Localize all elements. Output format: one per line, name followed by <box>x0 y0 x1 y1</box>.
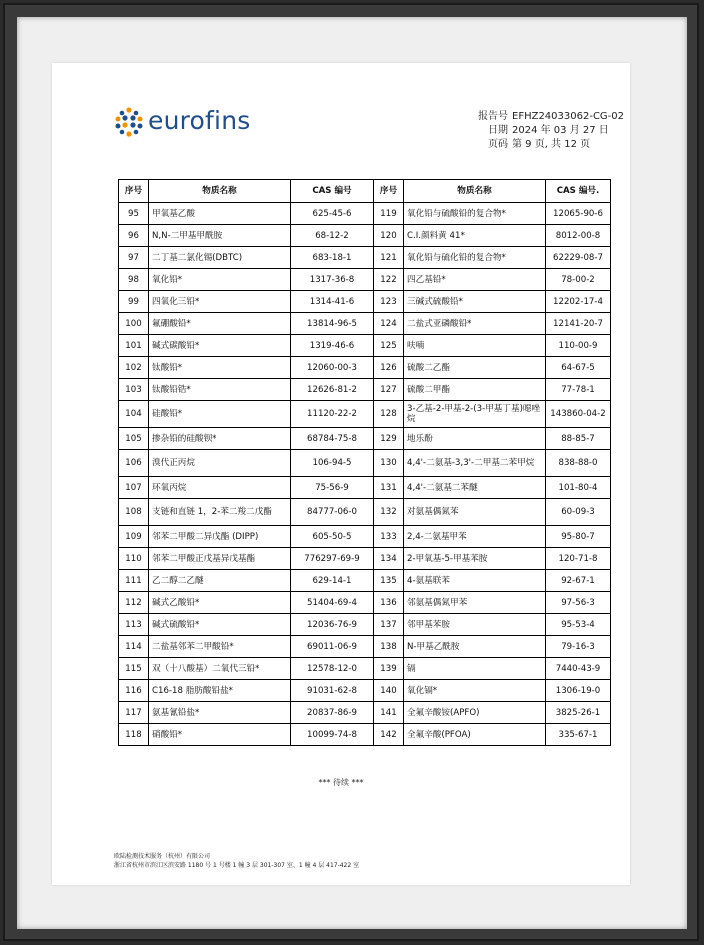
substance-name: 钛酸铅* <box>149 357 291 379</box>
cas-number: 92-67-1 <box>546 570 611 592</box>
table-row <box>119 269 611 291</box>
col-header-no-right: 序号 <box>374 180 404 203</box>
cas-number: 12036-76-9 <box>291 614 374 636</box>
substance-name: 氧化镉* <box>404 680 546 702</box>
substance-name: C16-18 脂肪酸铅盐* <box>149 680 291 702</box>
table-row <box>119 614 611 636</box>
report-header-info <box>468 110 624 152</box>
table-row <box>119 526 611 548</box>
page-number-value: 第 9 页, 共 12 页 <box>512 139 591 150</box>
cas-number: 11120-22-2 <box>291 401 374 428</box>
frame-mat <box>17 17 687 929</box>
cas-number: 60-09-3 <box>546 499 611 526</box>
substance-name: 掺杂铅的硅酸钡* <box>149 428 291 450</box>
row-number: 108 <box>119 499 149 526</box>
row-number: 128 <box>374 401 404 428</box>
cas-number: 95-80-7 <box>546 526 611 548</box>
substance-name: 三碱式硫酸铅* <box>404 291 546 313</box>
row-number: 124 <box>374 313 404 335</box>
substance-name: 氧化铅与硫化铅的复合物* <box>404 247 546 269</box>
substance-name: 2,4-二氨基甲苯 <box>404 526 546 548</box>
row-number: 118 <box>119 724 149 746</box>
substance-name: 硫酸二乙酯 <box>404 357 546 379</box>
substance-name: 环氧丙烷 <box>149 477 291 499</box>
row-number: 125 <box>374 335 404 357</box>
cas-number: 10099-74-8 <box>291 724 374 746</box>
substance-name: 硫酸二甲酯 <box>404 379 546 401</box>
cas-number: 12141-20-7 <box>546 313 611 335</box>
row-number: 107 <box>119 477 149 499</box>
cas-number: 68784-75-8 <box>291 428 374 450</box>
row-number: 117 <box>119 702 149 724</box>
row-number: 120 <box>374 225 404 247</box>
cas-number: 95-53-4 <box>546 614 611 636</box>
row-number: 114 <box>119 636 149 658</box>
substance-name: 溴代正丙烷 <box>149 450 291 477</box>
row-number: 135 <box>374 570 404 592</box>
report-number-value: EFHZ24033062-CG-02 <box>512 111 625 122</box>
row-number: 110 <box>119 548 149 570</box>
row-number: 102 <box>119 357 149 379</box>
row-number: 122 <box>374 269 404 291</box>
substance-name: N-甲基乙酰胺 <box>404 636 546 658</box>
table-row <box>119 658 611 680</box>
table-row <box>119 702 611 724</box>
cas-number: 101-80-4 <box>546 477 611 499</box>
cas-number: 12060-00-3 <box>291 357 374 379</box>
substance-name: 邻苯二甲酸二异戊酯 (DIPP) <box>149 526 291 548</box>
row-number: 127 <box>374 379 404 401</box>
table-row <box>119 247 611 269</box>
cas-number: 7440-43-9 <box>546 658 611 680</box>
date-row <box>468 124 624 138</box>
row-number: 113 <box>119 614 149 636</box>
substance-name: 对氨基偶氮苯 <box>404 499 546 526</box>
cas-number: 1319-46-6 <box>291 335 374 357</box>
cas-number: 91031-62-8 <box>291 680 374 702</box>
row-number: 99 <box>119 291 149 313</box>
row-number: 116 <box>119 680 149 702</box>
cas-number: 84777-06-0 <box>291 499 374 526</box>
substance-name: 乙二醇二乙醚 <box>149 570 291 592</box>
substance-name: 氟硼酸铅* <box>149 313 291 335</box>
row-number: 142 <box>374 724 404 746</box>
cas-number: 1306-19-0 <box>546 680 611 702</box>
cas-number: 8012-00-8 <box>546 225 611 247</box>
row-number: 101 <box>119 335 149 357</box>
footer-company: 欧陆检测技术服务（杭州）有限公司 <box>114 853 211 860</box>
substance-name: 硝酸铅* <box>149 724 291 746</box>
substance-name: 四氧化三铅* <box>149 291 291 313</box>
table-row <box>119 313 611 335</box>
row-number: 129 <box>374 428 404 450</box>
cas-number: 143860-04-2 <box>546 401 611 428</box>
cas-number: 1317-36-8 <box>291 269 374 291</box>
substance-name: 4-氨基联苯 <box>404 570 546 592</box>
row-number: 137 <box>374 614 404 636</box>
page-number-row <box>468 138 624 152</box>
cas-number: 12202-17-4 <box>546 291 611 313</box>
substance-name: 碱式碳酸铅* <box>149 335 291 357</box>
row-number: 105 <box>119 428 149 450</box>
cas-number: 120-71-8 <box>546 548 611 570</box>
cas-number: 75-56-9 <box>291 477 374 499</box>
row-number: 134 <box>374 548 404 570</box>
cas-number: 12626-81-2 <box>291 379 374 401</box>
row-number: 97 <box>119 247 149 269</box>
substance-name: 钛酸铅锆* <box>149 379 291 401</box>
cas-number: 683-18-1 <box>291 247 374 269</box>
substance-name: 4,4'-二氨基-3,3'-二甲基二苯甲烷 <box>404 450 546 477</box>
cas-number: 605-50-5 <box>291 526 374 548</box>
substance-name: 2-甲氧基-5-甲基苯胺 <box>404 548 546 570</box>
report-page <box>52 63 630 885</box>
cas-number: 335-67-1 <box>546 724 611 746</box>
table-body <box>119 203 611 746</box>
row-number: 106 <box>119 450 149 477</box>
row-number: 98 <box>119 269 149 291</box>
substance-name: C.I.颜料黄 41* <box>404 225 546 247</box>
substance-name: 3-乙基-2-甲基-2-(3-甲基丁基)噁唑烷 <box>404 401 546 428</box>
substance-name: 硅酸铅* <box>149 401 291 428</box>
row-number: 104 <box>119 401 149 428</box>
col-header-cas-left: CAS 编号 <box>291 180 374 203</box>
footer <box>114 852 359 870</box>
cas-number: 3825-26-1 <box>546 702 611 724</box>
continuation-note: *** 待续 *** <box>318 778 364 787</box>
table-row <box>119 477 611 499</box>
table-row <box>119 225 611 247</box>
table-row <box>119 570 611 592</box>
cas-number: 97-56-3 <box>546 592 611 614</box>
table-row <box>119 724 611 746</box>
row-number: 100 <box>119 313 149 335</box>
table-row <box>119 592 611 614</box>
page-number-label: 页码 <box>488 139 508 150</box>
row-number: 133 <box>374 526 404 548</box>
row-number: 139 <box>374 658 404 680</box>
table-row <box>119 401 611 428</box>
row-number: 141 <box>374 702 404 724</box>
cas-number: 20837-86-9 <box>291 702 374 724</box>
date-value: 2024 年 03 月 27 日 <box>512 125 609 136</box>
cas-number: 1314-41-6 <box>291 291 374 313</box>
substance-name: 双（十八酸基）二氧代三铅* <box>149 658 291 680</box>
table-row <box>119 357 611 379</box>
cas-number: 110-00-9 <box>546 335 611 357</box>
row-number: 111 <box>119 570 149 592</box>
eurofins-dots-icon <box>114 107 144 137</box>
substance-table <box>118 179 611 746</box>
substance-name: 碱式乙酸铅* <box>149 592 291 614</box>
substance-name: 氧化铅与硫酸铅的复合物* <box>404 203 546 225</box>
table-row <box>119 636 611 658</box>
substance-name: 支链和直链 1，2-苯二羧二戊酯 <box>149 499 291 526</box>
substance-name: 全氟辛酸铵(APFO) <box>404 702 546 724</box>
footer-address: 浙江省杭州市滨江区滨安路 1180 号 1 号楼 1 幢 3 层 301-307 室、1 幢 4 层 417-422 室 <box>114 862 360 869</box>
cas-number: 12578-12-0 <box>291 658 374 680</box>
report-number-row <box>468 110 624 124</box>
row-number: 131 <box>374 477 404 499</box>
table-row <box>119 450 611 477</box>
substance-name: 甲氧基乙酸 <box>149 203 291 225</box>
table-row <box>119 203 611 225</box>
row-number: 138 <box>374 636 404 658</box>
substance-name: 氧化铅* <box>149 269 291 291</box>
substance-name: 地乐酚 <box>404 428 546 450</box>
row-number: 136 <box>374 592 404 614</box>
substance-name: 邻甲基苯胺 <box>404 614 546 636</box>
substance-name: 4,4'-二氨基二苯醚 <box>404 477 546 499</box>
substance-name: 邻苯二甲酸正戊基异戊基酯 <box>149 548 291 570</box>
cas-number: 625-45-6 <box>291 203 374 225</box>
row-number: 103 <box>119 379 149 401</box>
substance-name: 邻氨基偶氮甲苯 <box>404 592 546 614</box>
cas-number: 629-14-1 <box>291 570 374 592</box>
substance-name: 镉 <box>404 658 546 680</box>
row-number: 130 <box>374 450 404 477</box>
table-row <box>119 291 611 313</box>
col-header-name-right: 物质名称 <box>404 180 546 203</box>
table-row <box>119 499 611 526</box>
substance-name: 呋喃 <box>404 335 546 357</box>
row-number: 126 <box>374 357 404 379</box>
row-number: 123 <box>374 291 404 313</box>
cas-number: 13814-96-5 <box>291 313 374 335</box>
cas-number: 64-67-5 <box>546 357 611 379</box>
row-number: 112 <box>119 592 149 614</box>
row-number: 132 <box>374 499 404 526</box>
col-header-cas-right: CAS 编号. <box>546 180 611 203</box>
row-number: 96 <box>119 225 149 247</box>
eurofins-logo <box>114 107 250 137</box>
cas-number: 68-12-2 <box>291 225 374 247</box>
cas-number: 69011-06-9 <box>291 636 374 658</box>
cas-number: 106-94-5 <box>291 450 374 477</box>
cas-number: 62229-08-7 <box>546 247 611 269</box>
col-header-no-left: 序号 <box>119 180 149 203</box>
cas-number: 776297-69-9 <box>291 548 374 570</box>
substance-name: 二盐基邻苯二甲酸铅* <box>149 636 291 658</box>
substance-name: 氨基氰铅盐* <box>149 702 291 724</box>
date-label: 日期 <box>488 125 508 136</box>
cas-number: 78-00-2 <box>546 269 611 291</box>
substance-name: 全氟辛酸(PFOA) <box>404 724 546 746</box>
substance-name: 四乙基铅* <box>404 269 546 291</box>
substance-name: 碱式硫酸铅* <box>149 614 291 636</box>
report-number-label: 报告号 <box>478 111 508 122</box>
cas-number: 12065-90-6 <box>546 203 611 225</box>
table-row <box>119 335 611 357</box>
table-row <box>119 379 611 401</box>
row-number: 121 <box>374 247 404 269</box>
col-header-name-left: 物质名称 <box>149 180 291 203</box>
row-number: 119 <box>374 203 404 225</box>
logo-wordmark: eurofins <box>148 105 251 135</box>
row-number: 109 <box>119 526 149 548</box>
row-number: 140 <box>374 680 404 702</box>
cas-number: 838-88-0 <box>546 450 611 477</box>
substance-name: 二盐式亚磷酸铅* <box>404 313 546 335</box>
row-number: 115 <box>119 658 149 680</box>
table-header-row <box>119 180 611 203</box>
table-row <box>119 548 611 570</box>
table-row <box>119 680 611 702</box>
cas-number: 77-78-1 <box>546 379 611 401</box>
picture-frame <box>3 3 699 941</box>
substance-name: N,N-二甲基甲酰胺 <box>149 225 291 247</box>
cas-number: 79-16-3 <box>546 636 611 658</box>
row-number: 95 <box>119 203 149 225</box>
cas-number: 88-85-7 <box>546 428 611 450</box>
table-row <box>119 428 611 450</box>
substance-name: 二丁基二氯化锡(DBTC) <box>149 247 291 269</box>
cas-number: 51404-69-4 <box>291 592 374 614</box>
